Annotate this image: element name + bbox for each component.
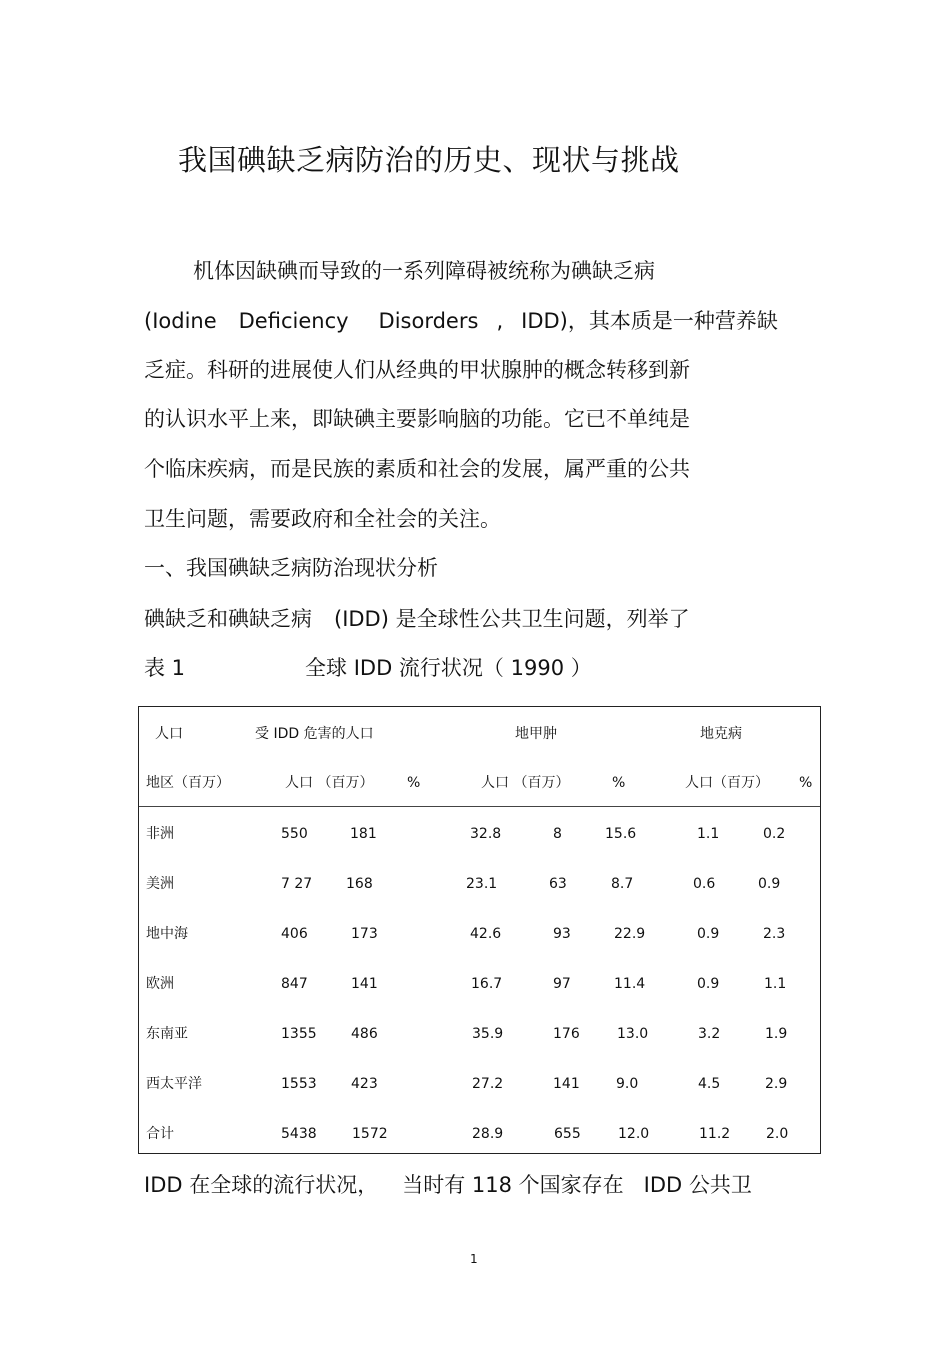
table-cell-idd-percent: 16.7 (471, 976, 503, 992)
table-cell-cretinism-population: 0.9 (697, 976, 720, 992)
table-cell-population: 1553 (281, 1076, 317, 1092)
after-table-part-b: 当时有 118 个国家存在 (402, 1173, 624, 1197)
paragraph-line-3: 乏症。科研的进展使人们从经典的甲状腺肿的概念转移到新 (144, 358, 690, 382)
paragraph-line-2 (144, 306, 778, 336)
paragraph-line-6: 卫生问题，需要政府和全社会的关注。 (144, 507, 501, 531)
table-cell-idd-percent: 32.8 (470, 826, 502, 842)
intro-line-part-a: 碘缺乏和碘缺乏病 (144, 607, 312, 631)
table-cell-idd-percent: 42.6 (470, 926, 502, 942)
table-cell-cretinism-percent: 2.0 (766, 1126, 789, 1142)
table-cell-region: 欧洲 (146, 976, 174, 992)
table-cell-cretinism-population: 1.1 (697, 826, 720, 842)
table-header-population: 人口 (155, 726, 183, 742)
table-cell-region: 非洲 (146, 826, 174, 842)
table-cell-idd-percent: 28.9 (472, 1126, 504, 1142)
table-cell-cretinism-percent: 1.1 (764, 976, 787, 992)
table-cell-cretinism-population: 4.5 (698, 1076, 721, 1092)
table-subheader-goiter-population: 人口 （百万） (481, 775, 570, 791)
paragraph-line-2-part-d: , (496, 309, 504, 333)
table-cell-goiter-percent: 13.0 (617, 1026, 649, 1042)
table-cell-idd-population: 486 (351, 1026, 378, 1042)
table-cell-goiter-percent: 12.0 (618, 1126, 650, 1142)
table-header-idd-affected: 受 IDD 危害的人口 (255, 726, 374, 742)
table-cell-idd-population: 423 (351, 1076, 378, 1092)
table-cell-cretinism-percent: 1.9 (765, 1026, 788, 1042)
paragraph-line-2-part-c: Disorders (378, 309, 479, 333)
table-cell-idd-population: 1572 (352, 1126, 388, 1142)
intro-line (144, 604, 690, 634)
table-cell-idd-percent: 23.1 (466, 876, 498, 892)
table-cell-cretinism-population: 0.6 (693, 876, 716, 892)
table-cell-population: 5438 (281, 1126, 317, 1142)
table-cell-region: 西太平洋 (146, 1076, 202, 1092)
paragraph-line-4: 的认识水平上来，即缺碘主要影响脑的功能。它已不单纯是 (144, 407, 690, 431)
table-cell-population: 406 (281, 926, 308, 942)
table-cell-cretinism-percent: 0.9 (758, 876, 781, 892)
table-subheader-goiter-percent: % (612, 775, 626, 791)
table-subheader-cretinism-percent: % (799, 775, 813, 791)
table-cell-goiter-percent: 11.4 (614, 976, 646, 992)
document-title: 我国碘缺乏病防治的历史、现状与挑战 (178, 143, 680, 177)
table-cell-population: 550 (281, 826, 308, 842)
paragraph-line-5: 个临床疾病，而是民族的素质和社会的发展，属严重的公共 (144, 457, 690, 481)
table-cell-goiter-population: 176 (553, 1026, 580, 1042)
table-caption-text: 全球 IDD 流行状况（ 1990 ） (305, 656, 592, 680)
table-cell-goiter-percent: 9.0 (616, 1076, 639, 1092)
table-cell-goiter-population: 63 (549, 876, 567, 892)
paragraph-line-2-part-a: (Iodine (144, 309, 217, 333)
table-cell-region: 美洲 (146, 876, 174, 892)
page-number: 1 (470, 1252, 478, 1266)
table-caption-label: 表 1 (144, 656, 186, 680)
table-cell-population: 7 27 (281, 876, 313, 892)
intro-line-part-b: (IDD) 是全球性公共卫生问题，列举了 (334, 607, 690, 631)
table-cell-goiter-percent: 15.6 (605, 826, 637, 842)
table-caption (144, 653, 592, 683)
table-cell-goiter-population: 141 (553, 1076, 580, 1092)
table-cell-cretinism-percent: 2.9 (765, 1076, 788, 1092)
paragraph-line-1: 机体因缺碘而导致的一系列障碍被统称为碘缺乏病 (193, 259, 655, 283)
table-cell-population: 1355 (281, 1026, 317, 1042)
table-cell-goiter-population: 97 (553, 976, 571, 992)
table-subheader-idd-percent: % (407, 775, 421, 791)
idd-prevalence-table (138, 706, 821, 1154)
table-header-cretinism: 地克病 (700, 726, 742, 742)
table-cell-goiter-population: 8 (553, 826, 562, 842)
table-cell-cretinism-population: 11.2 (699, 1126, 731, 1142)
after-table-line (144, 1170, 752, 1200)
table-cell-population: 847 (281, 976, 308, 992)
table-cell-region: 合计 (146, 1126, 174, 1142)
table-cell-idd-population: 168 (346, 876, 373, 892)
table-cell-idd-population: 141 (351, 976, 378, 992)
table-cell-cretinism-population: 0.9 (697, 926, 720, 942)
paragraph-line-2-part-b: Deficiency (238, 309, 349, 333)
paragraph-line-2-part-e: IDD)，其本质是一种营养缺 (521, 309, 778, 333)
table-cell-cretinism-percent: 0.2 (763, 826, 786, 842)
table-cell-goiter-population: 93 (553, 926, 571, 942)
table-cell-cretinism-population: 3.2 (698, 1026, 721, 1042)
table-cell-idd-population: 173 (351, 926, 378, 942)
table-cell-goiter-population: 655 (554, 1126, 581, 1142)
section-heading: 一、我国碘缺乏病防治现状分析 (144, 556, 438, 580)
table-subheader-region: 地区（百万） (146, 775, 230, 791)
table-header-divider (139, 806, 820, 807)
table-cell-idd-population: 181 (350, 826, 377, 842)
table-header-goiter: 地甲肿 (515, 726, 557, 742)
after-table-part-a: IDD 在全球的流行状况， (144, 1173, 379, 1197)
table-cell-idd-percent: 35.9 (472, 1026, 504, 1042)
table-cell-region: 东南亚 (146, 1026, 188, 1042)
after-table-part-c: IDD 公共卫 (643, 1173, 752, 1197)
table-cell-cretinism-percent: 2.3 (763, 926, 786, 942)
table-cell-goiter-percent: 8.7 (611, 876, 634, 892)
table-subheader-cretinism-population: 人口（百万） (685, 775, 769, 791)
table-cell-region: 地中海 (146, 926, 188, 942)
table-cell-idd-percent: 27.2 (472, 1076, 504, 1092)
table-subheader-idd-population: 人口 （百万） (285, 775, 374, 791)
table-cell-goiter-percent: 22.9 (614, 926, 646, 942)
